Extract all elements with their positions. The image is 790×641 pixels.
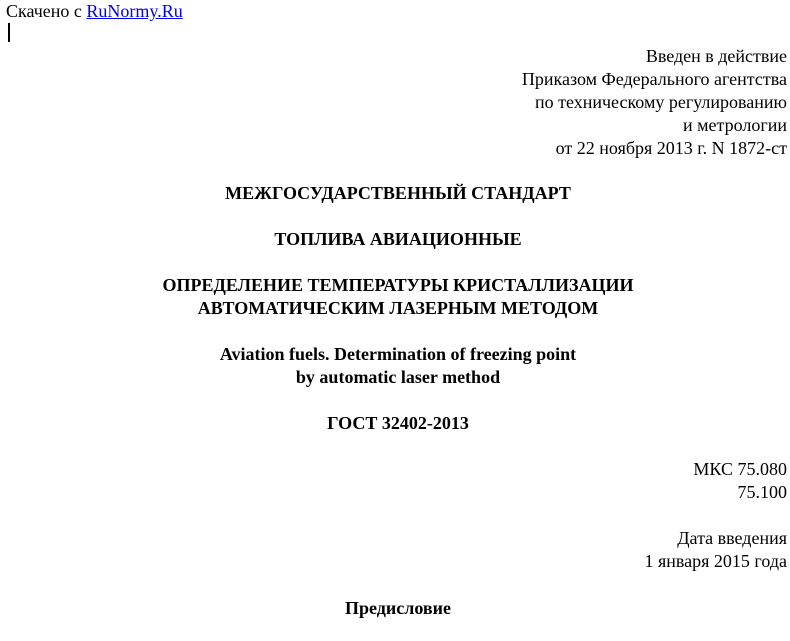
document-code: ГОСТ 32402-2013 — [327, 413, 469, 433]
classification-line: МКС 75.080 — [693, 459, 787, 479]
adoption-line: по техническому регулированию — [534, 92, 787, 112]
source-link[interactable]: RuNormy.Ru — [86, 1, 183, 21]
standard-type: МЕЖГОСУДАРСТВЕННЫЙ СТАНДАРТ — [225, 183, 571, 203]
classification-block — [693, 458, 787, 504]
introduction-line: 1 января 2015 года — [644, 551, 787, 571]
adoption-line: Введен в действие — [645, 46, 787, 66]
classification-line: 75.100 — [737, 482, 787, 502]
introduction-date-block — [644, 527, 787, 573]
english-title-line: Aviation fuels. Determination of freezing point — [219, 344, 577, 364]
english-title-line: by automatic laser method — [295, 367, 501, 387]
adoption-block — [522, 45, 787, 160]
adoption-line: и метрологии — [683, 115, 787, 135]
adoption-line: от 22 ноября 2013 г. N 1872-ст — [555, 138, 787, 158]
subtitle-line: ОПРЕДЕЛЕНИЕ ТЕМПЕРАТУРЫ КРИСТАЛЛИЗАЦИИ — [162, 275, 634, 295]
adoption-line: Приказом Федерального агентства — [521, 69, 787, 89]
text-cursor — [8, 23, 10, 42]
document-title: ТОПЛИВА АВИАЦИОННЫЕ — [274, 229, 522, 249]
source-line — [6, 0, 183, 22]
section-heading: Предисловие — [345, 598, 451, 618]
english-title — [0, 343, 790, 389]
introduction-line: Дата введения — [677, 528, 787, 548]
subtitle-line: АВТОМАТИЧЕСКИМ ЛАЗЕРНЫМ МЕТОДОМ — [197, 298, 599, 318]
source-prefix: Скачено с — [6, 1, 87, 21]
document-subtitle — [0, 274, 790, 320]
